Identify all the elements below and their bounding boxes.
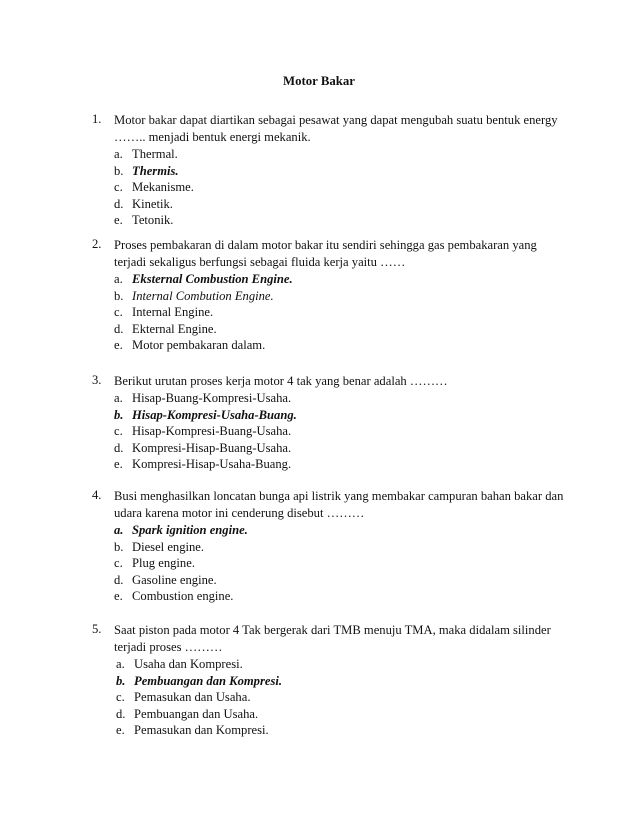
option-text: Pemasukan dan Kompresi.: [134, 723, 269, 737]
option-c: [114, 304, 572, 321]
option-letter: a.: [114, 272, 123, 286]
option-b: [114, 539, 572, 556]
question-text-line: Busi menghasilkan loncatan bunga api listrik yang membakar campuran bahan bakar dan: [114, 489, 564, 503]
option-letter: a.: [114, 391, 123, 405]
option-text-answer: Spark ignition engine.: [132, 523, 248, 537]
option-letter: a.: [114, 147, 123, 161]
question-number: 5.: [92, 622, 102, 636]
option-letter: d.: [114, 572, 124, 587]
question-text-line: terjadi sekaligus berfungsi sebagai fluida kerja yaitu ……: [114, 255, 406, 269]
option-text: Kompresi-Hisap-Buang-Usaha.: [132, 440, 292, 455]
option-letter: e.: [114, 338, 123, 352]
question-text-line: Berikut urutan proses kerja motor 4 tak yang benar adalah ………: [114, 374, 448, 388]
option-letter: c.: [114, 424, 123, 438]
option-letter: a.: [114, 523, 124, 537]
option-letter: d.: [114, 321, 124, 336]
option-letter: b.: [116, 673, 126, 688]
option-c: [114, 179, 572, 196]
option-letter: e.: [114, 213, 123, 227]
option-text-answer: Thermis.: [132, 163, 179, 178]
question-text: [114, 373, 572, 390]
option-letter: d.: [114, 196, 124, 211]
option-text: Combustion engine.: [132, 589, 234, 603]
option-d: [114, 572, 572, 589]
option-letter: c.: [116, 690, 125, 704]
question-text-line: Saat piston pada motor 4 Tak bergerak dari TMB menuju TMA, maka didalam silinder: [114, 623, 551, 637]
option-d: [116, 706, 572, 723]
option-letter: e.: [114, 589, 123, 603]
option-b: [114, 407, 572, 424]
question-text: [114, 488, 572, 522]
option-letter: d.: [116, 706, 126, 721]
option-text: Ekternal Engine.: [132, 321, 217, 336]
question-text-line: udara karena motor ini cenderung disebut ………: [114, 506, 365, 520]
option-letter: c.: [114, 305, 123, 319]
option-text: Internal Combution Engine.: [132, 288, 274, 303]
option-text: Mekanisme.: [132, 180, 194, 194]
option-a: [114, 146, 572, 163]
option-b: [116, 673, 572, 690]
option-text: Internal Engine.: [132, 305, 214, 319]
option-d: [114, 196, 572, 213]
option-b: [114, 288, 572, 305]
option-text: Tetonik.: [132, 213, 174, 227]
option-text: Motor pembakaran dalam.: [132, 338, 266, 352]
option-a: [116, 656, 572, 673]
option-letter: b.: [114, 539, 124, 554]
question-number: 2.: [92, 237, 102, 251]
option-c: [116, 689, 572, 706]
option-letter: b.: [114, 163, 124, 178]
question-text-line: …….. menjadi bentuk energi mekanik.: [114, 130, 311, 144]
option-text: Pembuangan dan Usaha.: [134, 706, 259, 721]
option-letter: c.: [114, 556, 123, 570]
question-4: [92, 488, 572, 605]
option-b: [114, 163, 572, 180]
question-text-line: Proses pembakaran di dalam motor bakar itu sendiri sehingga gas pembakaran yang: [114, 238, 537, 252]
option-letter: c.: [114, 180, 123, 194]
option-e: [114, 212, 572, 229]
option-list: [114, 390, 572, 473]
question-text-line: Motor bakar dapat diartikan sebagai pesawat yang dapat mengubah suatu bentuk energy: [114, 113, 558, 127]
page-title: Motor Bakar: [283, 74, 355, 88]
option-list: [114, 271, 572, 354]
question-2: [92, 237, 572, 354]
option-text-answer: Pembuangan dan Kompresi.: [134, 673, 283, 688]
option-text: Hisap-Kompresi-Buang-Usaha.: [132, 424, 292, 438]
option-a: [114, 271, 572, 288]
question-number: 4.: [92, 488, 102, 502]
option-text: Plug engine.: [132, 556, 195, 570]
option-letter: b.: [114, 288, 124, 303]
option-text: Usaha dan Kompresi.: [134, 657, 243, 671]
option-e: [116, 722, 572, 739]
option-a: [114, 522, 572, 539]
option-letter: e.: [116, 723, 125, 737]
option-list: [116, 656, 572, 739]
option-c: [114, 423, 572, 440]
option-list: [114, 522, 572, 605]
option-letter: d.: [114, 440, 124, 455]
option-text: Hisap-Buang-Kompresi-Usaha.: [132, 391, 292, 405]
option-a: [114, 390, 572, 407]
question-text: [114, 622, 572, 656]
option-text: Gasoline engine.: [132, 572, 217, 587]
option-text: Kinetik.: [132, 196, 173, 211]
option-list: [114, 146, 572, 229]
question-text: [114, 237, 572, 271]
question-1: [92, 112, 572, 229]
option-letter: e.: [114, 457, 123, 471]
option-e: [114, 588, 572, 605]
question-number: 1.: [92, 112, 102, 126]
option-c: [114, 555, 572, 572]
question-3: [92, 373, 572, 473]
question-5: [92, 622, 572, 739]
option-text: Thermal.: [132, 147, 178, 161]
option-d: [114, 440, 572, 457]
question-text-line: terjadi proses ………: [114, 640, 223, 654]
option-text-answer: Eksternal Combustion Engine.: [132, 272, 293, 286]
option-text: Kompresi-Hisap-Usaha-Buang.: [132, 457, 292, 471]
option-e: [114, 456, 572, 473]
option-letter: b.: [114, 407, 124, 422]
option-letter: a.: [116, 657, 125, 671]
question-number: 3.: [92, 373, 102, 387]
question-text: [114, 112, 572, 146]
option-text: Diesel engine.: [132, 539, 205, 554]
option-d: [114, 321, 572, 338]
option-text-answer: Hisap-Kompresi-Usaha-Buang.: [132, 407, 297, 422]
option-e: [114, 337, 572, 354]
option-text: Pemasukan dan Usaha.: [134, 690, 251, 704]
